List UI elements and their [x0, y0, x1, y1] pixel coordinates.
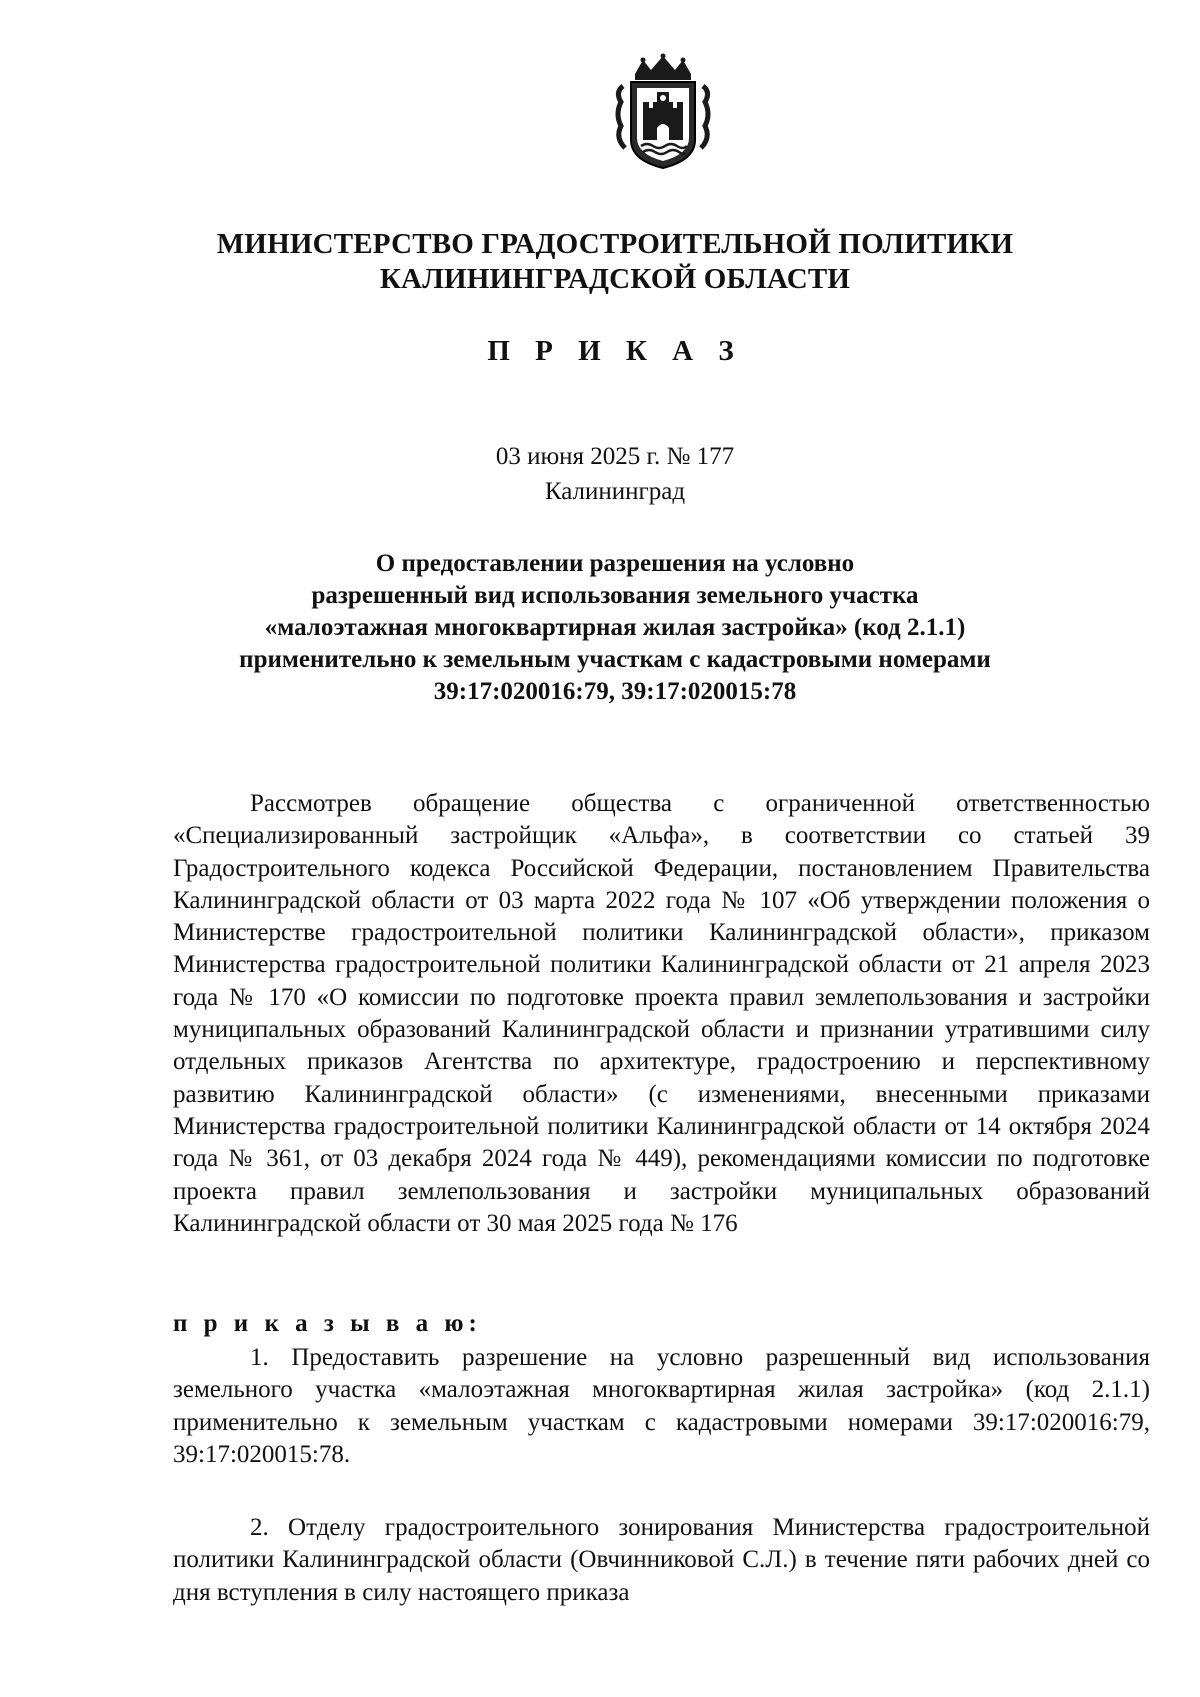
- order-item-2: 2. Отделу градостроительного зонирования Министерства градостроительной политики Калининградской области (Овчинниковой С.Л.) в течение пяти рабочих дней со дня вступления в силу настоящего приказа: [173, 1514, 1150, 1606]
- document-date-number: 03 июня 2025 г. № 177: [495, 443, 735, 470]
- subject-line-2: разрешенный вид использования земельного участка: [311, 582, 919, 609]
- command-word: п р и к а з ы в а ю:: [173, 1310, 482, 1337]
- ministry-name-line2: КАЛИНИНГРАДСКОЙ ОБЛАСТИ: [379, 263, 851, 295]
- document-type-title: П Р И К А З: [487, 335, 743, 367]
- subject-line-5: 39:17:020016:79, 39:17:020015:78: [433, 678, 797, 705]
- order-item-1: 1. Предоставить разрешение на условно разрешенный вид использования земельного участка «малоэтажная многоквартирная жилая застройка» (код 2.1.1) применительно к земельным участкам с кадастровыми номерами 39:17:020016:79, 39:17:020015:78.: [173, 1344, 1150, 1468]
- coat-of-arms-icon: [613, 52, 713, 172]
- subject-line-4: применительно к земельным участкам с кадастровыми номерами: [239, 646, 991, 673]
- document-city: Калининград: [544, 478, 686, 505]
- preamble-paragraph: Рассмотрев обращение общества с ограниченной ответственностью «Специализированный застройщик «Альфа», в соответствии со статьей 39 Градостроительного кодекса Российской Федерации, постановлением Правительства Калининградской области от 03 марта 2022 года № 107 «Об утверждении положения о Министерстве градостроительной политики Калининградской области», приказом Министерства градостроительной политики Калининградской области от 21 апреля 2023 года № 170 «О комиссии по подготовке проекта правил землепользования и застройки муниципальных образований Калининградской области и признании утратившими силу отдельных приказов Агентства по архитектуре, градостроению и перспективному развитию Калининградской области» (с изменениями, внесенными приказами Министерства градостроительной политики Калининградской области от 14 октября 2024 года № 361, от 03 декабря 2024 года № 449), рекомендациями комиссии по подготовке проекта правил землепользования и застройки муниципальных образований Калининградской области от 30 мая 2025 года № 176: [173, 790, 1150, 1237]
- ministry-name-line1: МИНИСТЕРСТВО ГРАДОСТРОИТЕЛЬНОЙ ПОЛИТИКИ: [216, 228, 1014, 260]
- subject-line-1: О предоставлении разрешения на условно: [375, 550, 855, 577]
- subject-line-3: «малоэтажная многоквартирная жилая застройка» (код 2.1.1): [264, 614, 966, 641]
